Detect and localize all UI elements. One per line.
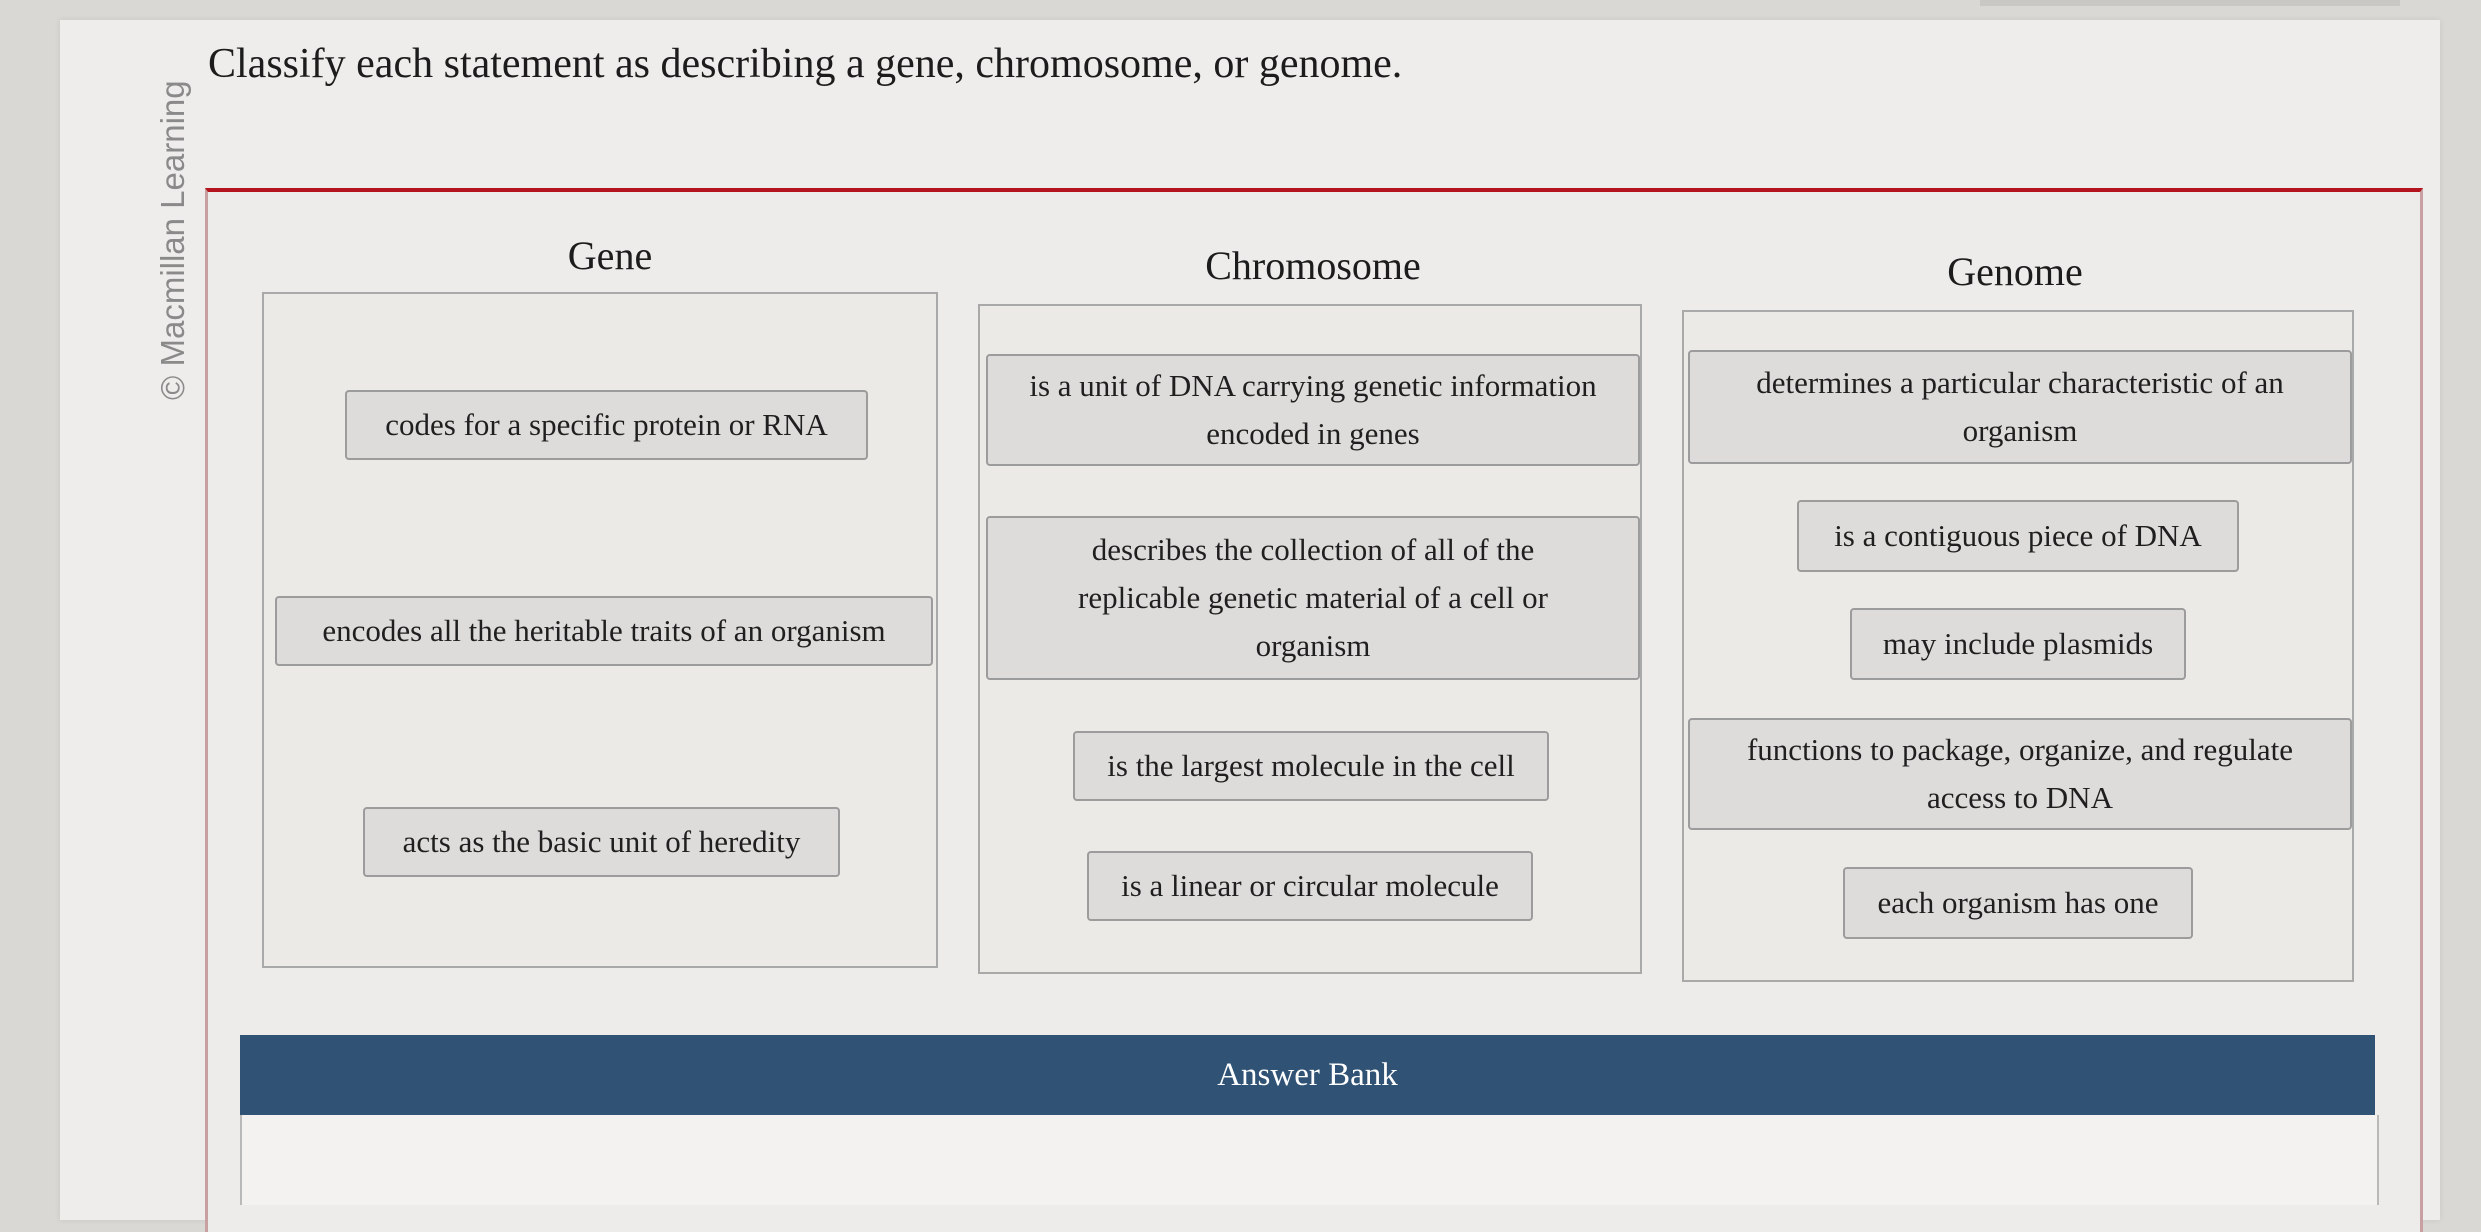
card-gene-3[interactable]: acts as the basic unit of heredity — [363, 807, 840, 877]
answer-bank-label: Answer Bank — [1217, 1056, 1398, 1093]
card-gene-1[interactable]: codes for a specific protein or RNA — [345, 390, 868, 460]
card-genome-2[interactable]: is a contiguous piece of DNA — [1797, 500, 2239, 572]
card-chromosome-1[interactable]: is a unit of DNA carrying genetic information encoded in genes — [986, 354, 1640, 466]
column-heading-gene: Gene — [567, 233, 653, 278]
answer-bank-area[interactable] — [240, 1115, 2379, 1205]
card-chromosome-2[interactable]: describes the collection of all of the replicable genetic material of a cell or organism — [986, 516, 1640, 680]
card-genome-3[interactable]: may include plasmids — [1850, 608, 2186, 680]
card-chromosome-4[interactable]: is a linear or circular molecule — [1087, 851, 1533, 921]
card-genome-1[interactable]: determines a particular characteristic of an organism — [1688, 350, 2352, 464]
column-heading-genome: Genome — [1947, 249, 2083, 294]
card-genome-5[interactable]: each organism has one — [1843, 867, 2193, 939]
column-heading-chromosome: Chromosome — [1205, 243, 1421, 288]
card-gene-2[interactable]: encodes all the heritable traits of an organism — [275, 596, 933, 666]
question-prompt: Classify each statement as describing a gene, chromosome, or genome. — [208, 41, 1403, 87]
top-bar — [1980, 0, 2400, 6]
answer-bank-header — [240, 1035, 2375, 1115]
card-chromosome-3[interactable]: is the largest molecule in the cell — [1073, 731, 1549, 801]
card-genome-4[interactable]: functions to package, organize, and regulate access to DNA — [1688, 718, 2352, 830]
copyright-notice: © Macmillan Learning — [154, 80, 191, 400]
